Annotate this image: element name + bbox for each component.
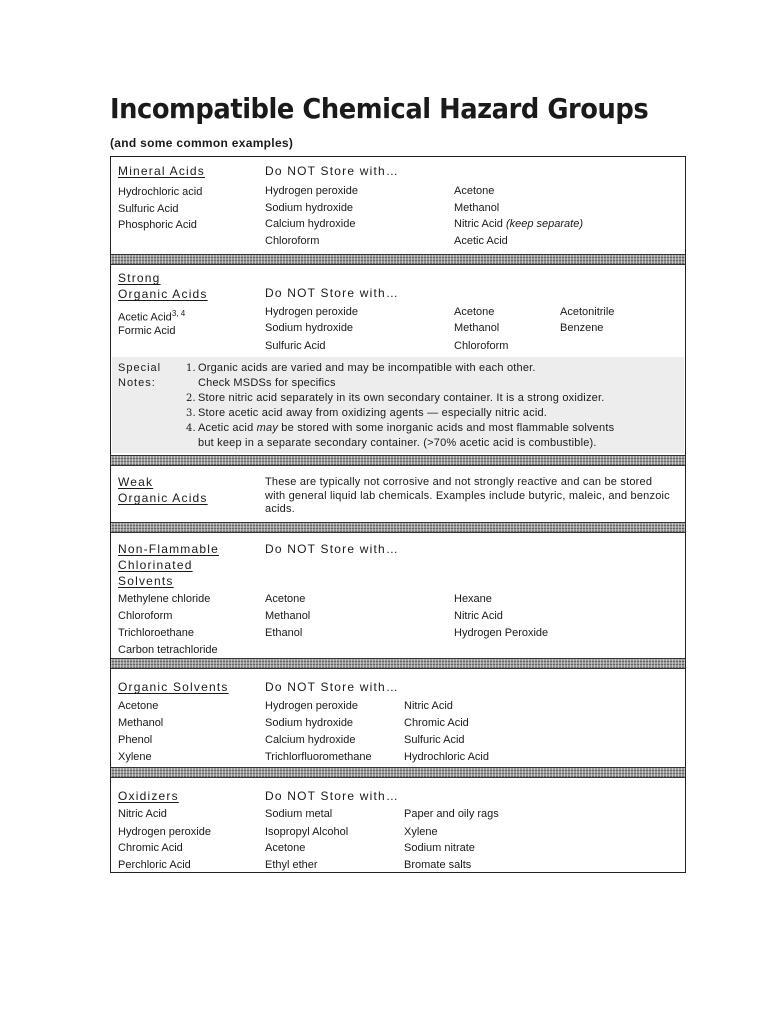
incompatible-item: Sodium nitrate [404,842,475,854]
incompatible-item: Sodium metal [265,808,333,820]
incompatible-item: Nitric Acid [404,700,453,712]
example-item: Acetic Acid$^{3, 4}$ [118,309,186,324]
incompatible-item: Sodium hydroxide [265,717,354,729]
example-item: Formic Acid [118,325,176,337]
section-divider [111,767,685,778]
incompatible-item: Hydrogen peroxide [265,185,358,197]
incompatible-item: Calcium hydroxide [265,734,356,746]
incompatible-item: Trichlorfluoromethane [265,751,372,763]
special-notes-list [186,361,676,451]
example-item: Xylene [118,751,152,763]
example-item: Chromic Acid [118,842,183,854]
category-label: Weak Organic Acids [118,475,208,505]
section-divider [111,254,685,265]
example-item: Phosphoric Acid [118,219,197,231]
incompatible-item: Sodium hydroxide [265,322,354,334]
incompatible-item: Sulfuric Acid [265,340,326,352]
section-chlorinated-solvents [111,533,685,658]
incompatible-item: Xylene [404,826,438,838]
section-weak-organic-acids [111,466,685,522]
incompatible-item: Hydrogen Peroxide [454,627,549,639]
incompatible-item: Sulfuric Acid [404,734,465,746]
example-item: Sulfuric Acid [118,203,179,215]
do-not-store-heading: Do NOT Store with… [265,542,400,556]
example-item: Hydrogen peroxide [118,826,211,838]
example-item: Carbon tetrachloride [118,644,218,656]
incompatible-item: Methanol [454,322,500,334]
incompatible-item: Paper and oily rags [404,808,499,820]
category-label: Strong Organic Acids [118,271,208,301]
section-divider [111,455,685,466]
do-not-store-heading: Do NOT Store with… [265,164,400,178]
incompatible-item: Acetonitrile [560,306,615,318]
incompatible-item: Chloroform [454,340,509,352]
incompatible-item: Acetone [454,185,495,197]
weak-acids-description: These are typically not corrosive and not strongly reactive and can be stored with general liquid lab chemicals. Examples include butyric, maleic, and benzoic acids. [265,476,670,515]
section-organic-solvents [111,669,685,767]
section-divider [111,522,685,533]
category-label: Organic Solvents [118,680,229,694]
incompatible-item: Isopropyl Alcohol [265,826,349,838]
hazard-table [110,156,686,873]
note-item: 4. Acetic acid may be stored with some inorganic acids and most flammable solvents but keep in a separate secondary container. (>70% acetic acid is combustible). [186,422,615,449]
example-item: Methylene chloride [118,593,211,605]
example-item: Acetone [118,700,159,712]
incompatible-item: Hydrogen peroxide [265,700,358,712]
do-not-store-heading: Do NOT Store with… [265,789,400,803]
section-mineral-acids [111,157,685,254]
note-item: 2. Store nitric acid separately in its own secondary container. It is a strong oxidizer. [186,392,605,404]
incompatible-item: Chromic Acid [404,717,469,729]
example-item: Phenol [118,734,153,746]
incompatible-item: Hydrochloric Acid [404,751,489,763]
special-notes-label: Special Notes: [118,362,162,389]
incompatible-item: Calcium hydroxide [265,218,356,230]
incompatible-item: Hydrogen peroxide [265,306,358,318]
example-item: Methanol [118,717,164,729]
incompatible-item: Ethyl ether [265,859,318,871]
incompatible-item: Bromate salts [404,859,472,871]
incompatible-item: Nitric Acid (keep separate) [454,218,584,230]
incompatible-item: Benzene [560,322,604,334]
incompatible-item: Sodium hydroxide [265,202,354,214]
incompatible-item: Acetone [265,842,306,854]
incompatible-item: Acetic Acid [454,235,508,247]
incompatible-item: Hexane [454,593,492,605]
do-not-store-heading: Do NOT Store with… [265,680,400,694]
section-divider [111,658,685,669]
category-label: Mineral Acids [118,164,205,178]
incompatible-item: Acetone [265,593,306,605]
section-oxidizers [111,778,685,872]
category-label: Non-Flammable Chlorinated Solvents [118,542,219,588]
incompatible-item: Nitric Acid [454,610,503,622]
keep-separate-note: (keep separate) [505,218,584,230]
incompatible-item: Methanol [265,610,311,622]
example-item: Nitric Acid [118,808,167,820]
category-label: Oxidizers [118,789,179,803]
do-not-store-heading: Do NOT Store with… [265,286,400,300]
incompatible-item: Ethanol [265,627,303,639]
example-item: Hydrochloric acid [118,186,203,198]
example-item: Chloroform [118,610,173,622]
incompatible-item: Acetone [454,306,495,318]
page-subtitle: (and some common examples) [110,136,294,150]
footnote-ref: 3, 4 [171,309,186,318]
example-item: Trichloroethane [118,627,195,639]
page-title: Incompatible Chemical Hazard Groups [110,92,649,125]
example-item: Perchloric Acid [118,859,191,871]
note-item: 3. Store acetic acid away from oxidizing agents — especially nitric acid. [186,407,548,419]
incompatible-item: Chloroform [265,235,320,247]
note-item: 1. Organic acids are varied and may be incompatible with each other. Check MSDSs for specifics [186,362,536,389]
incompatible-item: Methanol [454,202,500,214]
section-strong-organic-acids [111,265,685,455]
